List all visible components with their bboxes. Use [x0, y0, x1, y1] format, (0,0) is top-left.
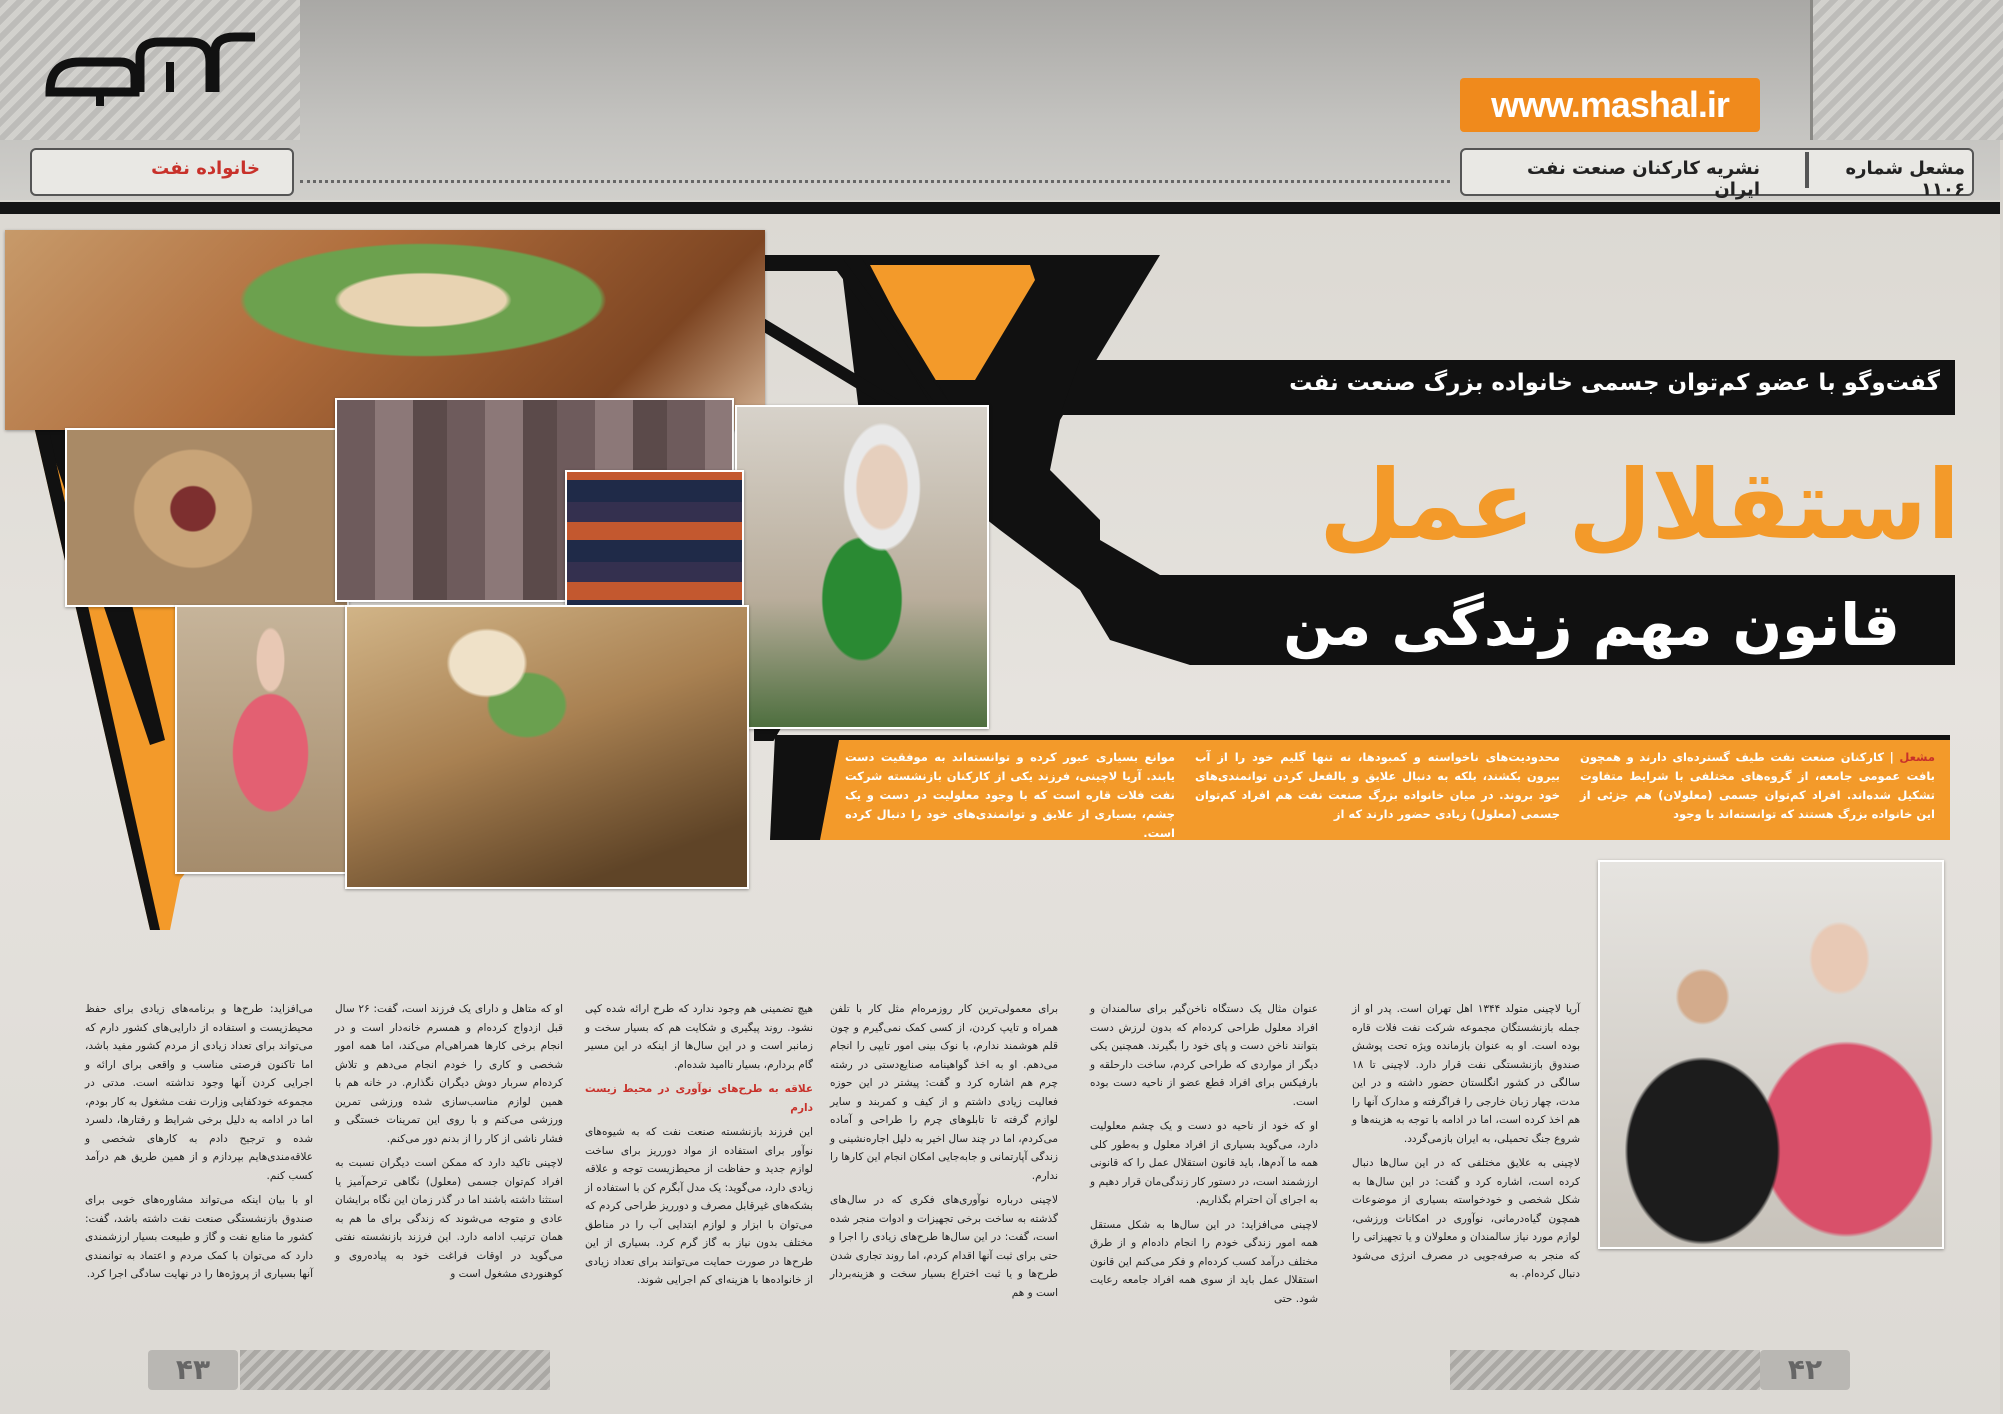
right-page-footer-bar — [1450, 1350, 1760, 1390]
section-name: خانواده نفت — [151, 158, 260, 179]
body-column-5 — [335, 1000, 563, 1285]
body-column-2 — [1090, 1000, 1318, 1305]
section-subheading: علاقه به طرح‌های نوآوری در محیط زیست دارم — [585, 1083, 813, 1114]
page-number-right: ۴۲ — [1760, 1350, 1850, 1390]
header-dotted-rule — [300, 180, 1450, 183]
body-column-6 — [85, 1000, 313, 1285]
lead-text-1: کارکنان صنعت نفت طیف گسترده‌ای دارند و همچون بافت عمومی جامعه، از گروه‌های مختلفی با شرایط متفاوت تشکیل شده‌اند. افراد کم‌توان جسمی (معلولان) هم جزئی از این خانواده بزرگ هستند که توانسته‌اند با وجود — [1580, 750, 1935, 821]
paragraph: او با بیان اینکه می‌تواند مشاوره‌های خوبی برای صندوق بازنشستگی صنعت نفت داشته باشد، گفت: کشور ما منابع نفت و گاز و طبیعت بسیار ارزشمندی دارد که می‌توان با کمک مردم و اعتماد به توانمندی آنها بسیاری از پروژه‌ها را در نهایت سادگی اجرا کرد. — [85, 1194, 313, 1280]
photo-man-smiling — [735, 405, 989, 729]
header-black-bar — [0, 202, 2000, 214]
photo-man-with-wrench — [345, 605, 749, 889]
lead-column-2: محدودیت‌های ناخواسته و کمبودها، نه تنها گلیم خود را از آب بیرون بکشند، بلکه به دنبال علایق و بالفعل کردن توانمندی‌های خود بروند. در میان خانواده بزرگ صنعت نفت هم افراد کم‌توان جسمی (معلول) زیادی حضور دارند که از — [1195, 750, 1560, 821]
body-column-4 — [585, 1000, 813, 1285]
left-page-footer-bar — [240, 1350, 550, 1390]
paragraph: آریا لاچینی متولد ۱۳۴۴ اهل تهران است. پدر او از جمله بازنشستگان مجموعه شرکت نفت فلات قاره بوده است. او به عنوان بازمانده ویژه تحت پوشش صندوق بازنشستگی نفت قرار دارد. لاچینی تا ۱۸ سالگی در کشور انگلستان حضور داشته و در این مدت، چهار زبان خارجی را فراگرفته و مدارک آنها را هم اخذ کرده است، اما در ادامه با توجه به هزینه‌ها و شروع جنگ تحمیلی، به ایران بازمی‌گردد. — [1352, 1003, 1580, 1145]
publication-name: نشریه کارکنان صنعت نفت ایران — [1527, 158, 1760, 200]
website-url[interactable]: www.mashal.ir — [1460, 78, 1760, 132]
header-divider — [1805, 152, 1809, 188]
article-title-line2: قانون مهم زندگی من — [1283, 591, 1900, 659]
paragraph: عنوان مثال یک دستگاه ناخن‌گیر برای سالمندان و افراد معلول طراحی کرده‌ام که بدون لرزش دست بتوانند ناخن دست و پای خود را بگیرند. همچنین یکی دیگر از مواردی که طراحی کردم، ساخت دارحلقه و بارفیکس برای افراد قطع عضو از ناحیه دست بوده است. — [1090, 1003, 1318, 1108]
paragraph: لاچینی به علایق مختلفی که در این سال‌ها دنبال کرده است، اشاره کرد و گفت: در این سال‌ها به شکل شخصی و خودخواسته بسیاری از موضوعات همچون گیاه‌درمانی، نوآوری در امکانات ورزشی، لوازم مورد نیاز سالمندان و معلولان و یا تجهیزاتی را که منجر به صرفه‌جویی در مصرف انرژی می‌شود دنبال کرده‌ام. به — [1352, 1157, 1580, 1280]
paragraph: لاچینی می‌افزاید: در این سال‌ها به شکل مستقل همه امور زندگی خودم را انجام داده‌ام و از طرق مختلف درآمد کسب کرده‌ام و فکر می‌کنم این قانون استقلال عمل باید از سوی همه افراد جامعه رعایت شود. حتی — [1090, 1218, 1318, 1305]
article-title: استقلال عمل — [1319, 449, 1960, 561]
body-column-3 — [829, 1000, 1058, 1299]
paragraph: لاچینی تاکید دارد که ممکن است دیگران نسبت به افراد کم‌توان جسمی (معلول) نگاهی ترحم‌آمیز یا استثنا داشته باشند اما در گذر زمان این نگاه برایشان عادی و متوجه می‌شوند که زندگی برای ما هم به همان ترتیب ادامه دارد. این فرزند بازنشسته نفتی می‌گوید در اوقات فراغت خود به پیاده‌روی و کوهنوردی مشغول است و — [334, 1157, 563, 1280]
photo-leather-fan-art — [65, 428, 349, 607]
article-subtitle: گفت‌وگو با عضو کم‌توان جسمی خانواده بزرگ صنعت نفت — [1289, 370, 1940, 396]
issue-number: مشعل شماره ۱۱۰۶ — [1845, 158, 1965, 200]
paragraph: لاچینی درباره نوآوری‌های فکری که در سال‌های گذشته به ساخت برخی تجهیزات و ادوات منجر شده است، گفت: در این سال‌ها طرح‌های زیادی را اجرا و حتی برای ثبت آنها اقدام کردم، اما روند تجاری شدن طرح‌ها و یا ثبت اختراع بسیار سخت و هزینه‌بردار است و هم — [830, 1194, 1058, 1299]
photo-father-and-son — [1598, 860, 1944, 1249]
paragraph: می‌افزاید: طرح‌ها و برنامه‌های زیادی برای حفظ محیط‌زیست و استفاده از دارایی‌های کشور دارم که می‌تواند برای تعداد زیادی از مردم کشور مفید باشد، اما تاکنون فرصتی مناسب و واقعی برای ارائه و اجرایی کردن آنها وجود نداشته است. مدتی در مجموعه خودکفایی وزارت نفت مشغول به کار بودم، اما در ادامه به دلیل برخی شرایط و رفتارها، دلسرد شده و ترجیح دادم به کارهای شخصی و علاقه‌مندی‌هایم بپردازم و از همین طریق هم درآمد کسب کنم. — [85, 1003, 313, 1182]
page-number-left: ۴۳ — [148, 1350, 238, 1390]
header-right-stripes — [1810, 0, 2003, 140]
lead-label: مشعل — [1899, 750, 1935, 764]
lead-column-1: مشعل | کارکنان صنعت نفت طیف گسترده‌ای دارند و همچون بافت عمومی جامعه، از گروه‌های مختلفی با شرایط متفاوت تشکیل شده‌اند. افراد کم‌توان جسمی (معلولان) هم جزئی از این خانواده بزرگ هستند که توانسته‌اند با وجود — [1580, 750, 1935, 821]
paragraph: او که خود از ناحیه دو دست و یک چشم معلولیت دارد، می‌گوید بسیاری از افراد معلول و به‌طور کلی همه ما آدم‌ها، باید قانون استقلال عمل را که قانونی ارزشمند است، در دستور کار زندگی‌مان قرار دهیم و به اجرای آن احترام بگذاریم. — [1090, 1120, 1318, 1206]
paragraph: هیچ تضمینی هم وجود ندارد که طرح ارائه شده کپی نشود. روند پیگیری و شکایت هم که بسیار سخت و زمانبر است و در این سال‌ها از اینکه در این مسیر گام بردارم، بسیار ناامید شده‌ام. — [585, 1003, 813, 1071]
body-column-1 — [1352, 1000, 1580, 1285]
mashal-logo — [40, 22, 265, 112]
photo-man-pink-shirt — [175, 605, 349, 874]
lead-column-3: موانع بسیاری عبور کرده و توانسته‌اند به موفقیت دست یابند. آریا لاچینی، فرزند یکی از کارکنان بازنشسته شرکت نفت فلات قاره است که با وجود معلولیت در دست و یک چشم، بسیاری از علایق و توانمندی‌های خود را دنبال کرده است. — [845, 750, 1175, 840]
paragraph: برای معمولی‌ترین کار روزمره‌ام مثل کار با تلفن همراه و تایپ کردن، از کسی کمک نمی‌گیرم و چون قلم هوشمند ندارم، با نوک بینی امور تایپی را انجام می‌دهم. او به اخذ گواهینامه صنایع‌دستی در رشته چرم هم اشاره کرد و گفت: پیشتر در این حوزه فعالیت زیادی داشتم و از کیف و کمربند و سایر لوازم گرفته تا تابلوهای چرم را طراحی و آماده می‌کردم، اما در چند سال اخیر به دلیل اجاره‌نشینی و زندگی آپارتمانی و جابه‌جایی امکان انجام این کارها را ندارم. — [829, 1003, 1058, 1182]
paragraph: این فرزند بازنشسته صنعت نفت که به شیوه‌های نوآور برای استفاده از مواد دورریز برای ساخت لوازم جدید و حفاظت از محیط‌زیست توجه و علاقه زیادی دارد، می‌گوید: یک مدل آبگرم کن با استفاده از بشکه‌های غیرقابل مصرف و دورریز طراحی کردم که می‌توان با ابزار و لوازم ابتدایی آب را در مناطق مختلف بدون نیاز به گاز گرم کرد. بسیاری از این طرح‌ها در صورت حمایت می‌توانند برای تعداد زیادی از خانواده‌ها با هزینه‌ای کم اجرایی شوند. — [585, 1126, 813, 1286]
paragraph: او که متاهل و دارای یک فرزند است، گفت: ۲۶ سال قبل ازدواج کرده‌ام و همسرم خانه‌دار است و در انجام برخی کارها همراهی‌ام می‌کند، اما همه امور شخصی و کاری را خودم انجام می‌دهم و تلاش کرده‌ام سربار دوش دیگران نگذارم. در خانه هم با همین لوازم مناسب‌سازی شده ورزشی تمرین ورزشی می‌کنم و با روی این تمرینات خستگی و فشار ناشی از کار را از بدنم دور می‌کنم. — [335, 1003, 563, 1145]
